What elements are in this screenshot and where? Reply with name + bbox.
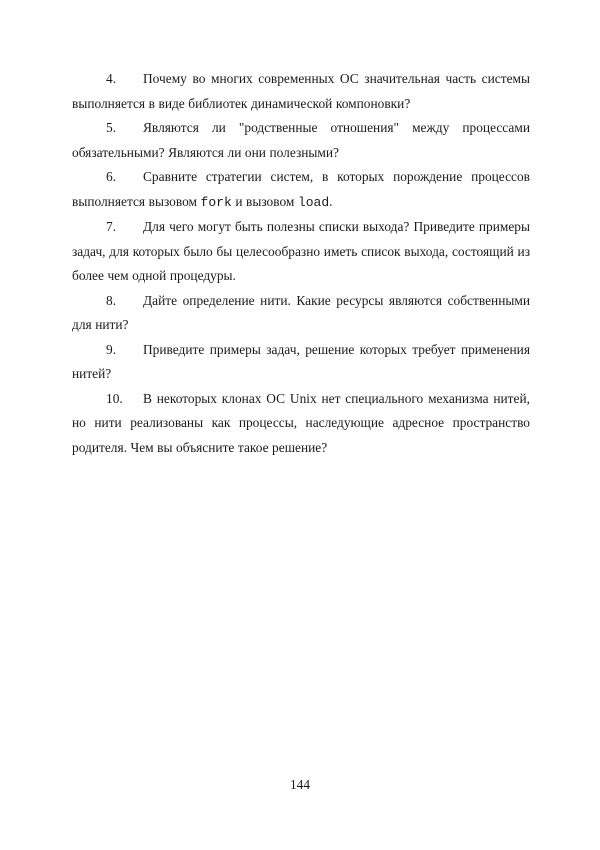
code-fork: fork — [200, 194, 232, 210]
question-text: Для чего могут быть полезны списки выхода? Приведите примеры задач, для которых было бы целесообразно иметь список выхода, состоящий из более чем одной процедуры. — [72, 219, 530, 283]
question-number: 6. — [106, 169, 117, 184]
question-text: В некоторых клонах ОС Unix нет специального механизма нитей, но нити реализованы как процессы, наследующие адресное пространство родителя. Чем вы объясните такое решение? — [72, 390, 530, 455]
question-number: 5. — [106, 120, 117, 135]
question-text: Являются ли "родственные отношения" между процессами обязательными? Являются ли они полезными? — [72, 120, 530, 160]
question-text: Дайте определение нити. Какие ресурсы являются собственными для нити? — [72, 292, 530, 332]
question-9 — [72, 338, 530, 387]
question-text: . — [329, 193, 333, 209]
question-10 — [72, 387, 530, 461]
question-number: 9. — [106, 341, 117, 357]
page-body — [72, 67, 530, 460]
question-7 — [72, 215, 530, 289]
question-number: 7. — [106, 219, 117, 234]
question-number: 10. — [106, 390, 123, 406]
question-text: Приведите примеры задач, решение которых требует применения нитей? — [72, 341, 530, 381]
question-text: и вызовом — [231, 193, 298, 209]
question-number: 8. — [106, 292, 117, 308]
question-text: Сравните стратегии систем, в которых порождение процессов выполняется вызовом — [72, 169, 530, 209]
question-8 — [72, 289, 530, 338]
question-number: 4. — [106, 71, 117, 86]
question-4 — [72, 67, 530, 116]
question-5 — [72, 116, 530, 165]
question-6 — [72, 165, 530, 215]
question-text: Почему во многих современных ОС значительная часть системы выполняется в виде библиотек динамической компоновки? — [72, 71, 530, 111]
page-number: 144 — [289, 777, 311, 792]
code-load: load — [297, 194, 330, 210]
